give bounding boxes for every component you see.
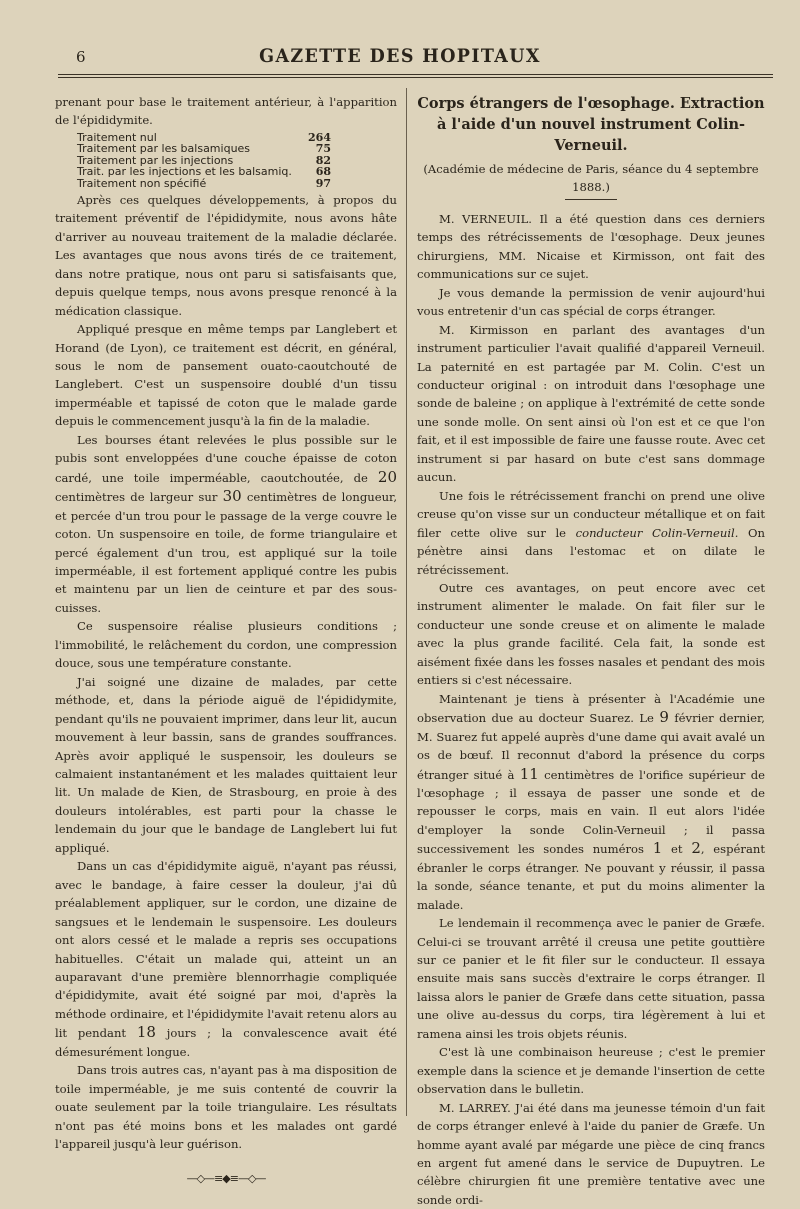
article-subtitle: (Académie de médecine de Paris, séance du 4 septembre 1888.) — [423, 162, 759, 195]
text-run: Les bourses étant relevées le plus possible sur le pubis sont enveloppées d'une couche épaisse de coton cardé, une toile imperméable, caoutchoutée, de — [55, 432, 397, 485]
paragraph — [417, 487, 765, 579]
stats-row — [77, 166, 331, 177]
paragraph: Dans trois autres cas, n'ayant pas à ma disposition de toile imperméable, je me suis contenté de couvrir la ouate seulement par la toile triangulaire. Les résultats n'ont pas été moins bons et les malades ont gardé l'appareil jusqu'à leur guérison. — [55, 1063, 397, 1152]
paragraph: prenant pour base le traitement antérieur, à l'apparition de l'épididymite. — [55, 95, 397, 128]
emphasis: conducteur Colin-Verneuil. — [575, 525, 739, 540]
paragraph: Je vous demande la permission de venir aujourd'hui vous entretenir d'un cas spécial de corps étranger. — [417, 285, 765, 319]
number: 2 — [691, 839, 701, 858]
text-run: centimètres de l'orifice supérieur de l'œsophage ; il essaya de passer une sonde et de repousser le corps, mais en vain. Il eut alors l'idée d'employer la sonde Colin-Verneuil ; il passa successivement les sondes numéros — [417, 767, 765, 857]
paragraph: M. LARREY. J'ai été dans ma jeunesse témoin d'un fait de corps étranger enlevé à l'aide du panier de Græfe. Un homme ayant avalé par mégarde une pièce de cinq francs en argent fut amené dans le service de Dupuytren. Le célèbre chirurgien fit une première tentative avec une sonde ordi- — [417, 1100, 765, 1207]
stats-label: Traitement nul — [77, 130, 157, 144]
column-divider — [406, 88, 407, 1116]
stats-row — [77, 143, 331, 154]
stats-label: Trait. par les injections et les balsamiq. — [77, 165, 292, 179]
number: 20 — [377, 467, 397, 486]
text-run: , espérant ébranler le corps étranger. Ne pouvant y réussir, il passa la sonde, séance tenante, et put du moins alimenter la malade. — [417, 842, 765, 912]
paragraph: Le lendemain il recommença avec le panier de Græfe. Celui-ci se trouvant arrêté il creusa une petite gouttière sur ce panier et le fit filer sur le conducteur. Il essaya ensuite mais sans succès d'extraire le corps étranger. Il laissa alors le panier de Græfe dans cette situation, passa une olive au-dessus du corps, tira légèrement à lui et ramena ainsi les trois objets réunis. — [417, 916, 765, 1041]
article-title: Corps étrangers de l'œsophage. Extraction à l'aide d'un nouvel instrument Colin-Verneuil. — [417, 95, 765, 154]
stats-value: 264 — [308, 130, 331, 144]
text-run: Une fois le rétrécissement franchi on prend une olive creuse qu'on visse sur un conducteur métallique et on fait filer cette olive sur le — [417, 488, 765, 540]
stats-label: Traitement par les injections — [77, 153, 234, 167]
paragraph — [55, 857, 397, 1061]
paragraph: Ce suspensoire réalise plusieurs conditions ; l'immobilité, le relâchement du cordon, une compression douce, sous une température constante. — [55, 619, 397, 671]
text-run: février dernier, M. Suarez fut appelé auprès d'une dame qui avait avalé un os de bœuf. Il reconnut d'abord la présence du corps étranger situé à — [417, 711, 765, 782]
paragraph: Outre ces avantages, on peut encore avec cet instrument alimenter le malade. On fait filer sur le conducteur une sonde creuse et on alimente le malade avec la plus grande facilité. Cela fait, la sonde est aisément fixée dans les fosses nasales et pendant des mois entiers si c'est nécessaire. — [417, 580, 765, 688]
header-rule-thin — [58, 77, 773, 78]
right-column — [417, 93, 765, 1209]
number: 11 — [519, 764, 539, 783]
paragraph: Après ces quelques développements, à propos du traitement préventif de l'épididymite, nous avons hâte d'arriver au nouveau traitement de la maladie déclarée. Les avantages que nous avons tirés de ce traitement, dans notre pratique, nous ont paru si satisfaisants que, depuis quelque temps, nous avons presque renoncé à la médication classique. — [55, 192, 397, 318]
treatment-stats-table — [77, 132, 397, 189]
text-run: Maintenant je tiens à présenter à l'Académie une observation due au docteur Suarez. Le — [417, 691, 765, 726]
text-run: centimètres de longueur, et percée d'un trou pour le passage de la verge couvre le coton. Un suspensoire en toile, de forme triangulaire et percé également d'un trou, est appliqué sur la toile imperméable, il est fortement appliqué contre les pubis et maintenu par un lien de ceinture et par des sous-cuisses. — [55, 490, 398, 615]
stats-value: 75 — [315, 142, 331, 156]
paragraph: C'est là une combinaison heureuse ; c'est le premier exemple dans la science et je demande l'insertion de cette observation dans le bulletin. — [417, 1045, 765, 1097]
text-run: centimètres de largeur sur — [55, 490, 223, 505]
number: 30 — [222, 487, 242, 506]
stats-value: 97 — [315, 176, 331, 190]
text-run: On pénètre ainsi dans l'estomac et on dilate le rétrécissement. — [417, 525, 765, 577]
paragraph: Appliqué presque en même temps par Langlebert et Horand (de Lyon), ce traitement est décrit, en général, sous le nom de pansement ouato-caoutchouté de Langlebert. C'est un suspensoire doublé d'un tissu imperméable et tapissé de coton que le malade garde depuis le commencement jusqu'à la fin de la maladie. — [55, 322, 397, 429]
paragraph: M. Kirmisson en parlant des avantages d'un instrument particulier l'avait qualifié d'appareil Verneuil. La paternité en est partagée par M. Colin. C'est un conducteur original : on introduit dans l'œsophage une sonde de baleine ; on applique à l'extrémité de cette sonde une sonde molle. On sent ainsi où l'on est et ce que l'on fait, et il est impossible de faire une fausse route. Avec cet instrument si par hasard on bute c'est sans dommage aucun. — [417, 322, 765, 485]
left-column — [55, 93, 397, 1188]
paragraph: M. VERNEUIL. Il a été question dans ces derniers temps des rétrécissements de l'œsophage. Deux jeunes chirurgiens, MM. Nicaise et Kirmisson, ont fait des communications sur ce sujet. — [417, 211, 765, 282]
text-run: jours ; la convalescence avait été démesurément longue. — [55, 1026, 398, 1059]
stats-label: Traitement non spécifié — [77, 176, 207, 190]
paragraph: J'ai soigné une dizaine de malades, par cette méthode, et, dans la période aiguë de l'épididymite, pendant qu'ils ne pouvaient imprimer, dans leur lit, aucun mouvement à leur bassin, sans de grandes souffrances. Après avoir appliqué le suspensoir, les douleurs se calmaient instantanément et les malades quittaient leur lit. Un malade de Kien, de Strasbourg, en proie à des douleurs intolérables, est parti pour la chasse le lendemain du jour que le bandage de Langlebert lui fut appliqué. — [55, 674, 397, 855]
stats-value: 68 — [315, 165, 331, 179]
stats-row — [77, 178, 331, 189]
number: 9 — [659, 708, 669, 727]
number: 1 — [652, 839, 663, 858]
paragraph — [417, 690, 765, 914]
stats-value: 82 — [315, 153, 331, 167]
header-rule — [58, 74, 773, 75]
title-rule — [565, 199, 617, 200]
number: 18 — [136, 1023, 156, 1042]
section-ornament: —◇—≡◆≡—◇— — [186, 1171, 266, 1185]
journal-title: GAZETTE DES HOPITAUX — [259, 45, 541, 67]
paragraph — [55, 431, 397, 618]
text-run: et — [662, 842, 692, 857]
page-number: 6 — [76, 48, 86, 66]
text-run: Dans un cas d'épididymite aiguë, n'ayant pas réussi, avec le bandage, à faire cesser la douleur, j'ai dû préalablement appliquer, sur le cordon, une dizaine de sangsues et le lendemain le suspensoire. Les douleurs ont alors cessé et le malade a repris ses occupations habituelles. C'était un malade qui, atteint un an auparavant d'une première blennorrhagie compliquée d'épididymite, avait été soigné par moi, d'après la méthode ordinaire, et l'épididymite l'avait retenu alors au lit pendant — [55, 859, 397, 1041]
stats-label: Traitement par les balsamiques — [77, 142, 251, 156]
